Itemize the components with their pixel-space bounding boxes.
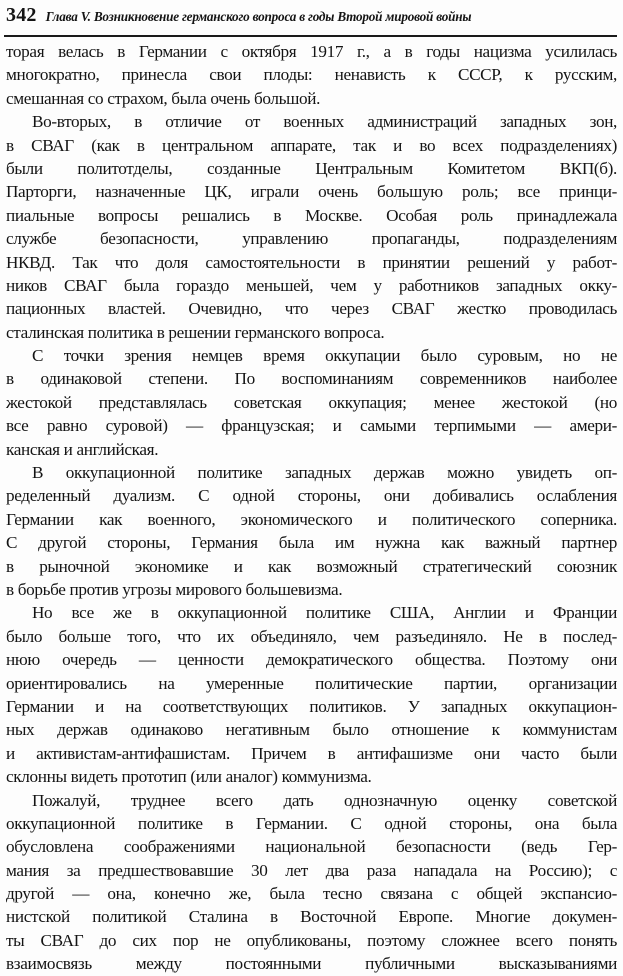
- text-line: все равно суровой) — французская; и самыми терпимыми — амери-: [6, 416, 617, 436]
- text-line: взаимосвязь между постоянными публичными высказываниями: [6, 954, 617, 974]
- text-line: пационных властей. Очевидно, что через СВАГ жестко проводилась: [6, 299, 617, 319]
- text-line: Германии как военного, экономического и политического соперника.: [6, 509, 617, 529]
- header-rule: [4, 35, 617, 37]
- text-line: мания за предшествовавшие 30 лет два раза нападала на Россию); с: [6, 860, 617, 880]
- text-line: сталинская политика в решении германского вопроса.: [6, 322, 385, 342]
- text-line: В оккупационной политике западных держав можно увидеть оп-: [32, 463, 617, 483]
- text-line: и активистам-антифашистам. Причем в антифашизме они часто были: [6, 743, 617, 763]
- text-line: в рыночной экономике и как возможный стратегический союзник: [6, 556, 617, 576]
- text-line: нюю очередь — ценности демократического общества. Поэтому они: [6, 650, 617, 670]
- text-line: С точки зрения немцев время оккупации было суровым, но не: [32, 346, 617, 366]
- text-line: склонны видеть прототип (или аналог) коммунизма.: [6, 767, 372, 787]
- text-line: другой — она, конечно же, была тесно связана с общей экспансио-: [6, 884, 617, 904]
- running-title: Глава V. Возникновение германского вопроса в годы Второй мировой войны: [45, 9, 472, 24]
- text-line: было больше того, что их объединяло, чем разъединяло. Не в послед-: [6, 626, 617, 646]
- text-line: торая велась в Германии с октября 1917 г., а в годы нацизма усилилась: [6, 42, 617, 61]
- text-line: Пожалуй, труднее всего дать однозначную оценку советской: [32, 790, 617, 810]
- text-line: ориентировались на умеренные политические партии, организации: [6, 673, 617, 693]
- page-header: [6, 4, 616, 34]
- text-line: в борьбе против угрозы мирового большевизма.: [6, 579, 343, 599]
- body-text: [6, 40, 617, 976]
- text-line: жестокой представлялась советская оккупация; менее жестокой (но: [6, 392, 617, 412]
- text-line: пиальные вопросы решались в Москве. Особая роль принадлежала: [6, 205, 617, 225]
- text-line: Парторги, назначенные ЦК, играли очень большую роль; все принци-: [6, 182, 617, 202]
- text-line: ных держав одинаково негативным было отношение к коммунистам: [6, 720, 617, 740]
- text-line: были политотделы, созданные Центральным Комитетом ВКП(б).: [6, 158, 617, 178]
- text-line: службе безопасности, управлению пропаганды, подразделениям: [6, 229, 617, 249]
- text-line: обусловлена соображениями национальной безопасности (ведь Гер-: [6, 837, 617, 857]
- text-line: Германии и на соответствующих политиков. У западных оккупацион-: [6, 696, 617, 716]
- text-line: ты СВАГ до сих пор не опубликованы, поэтому сложнее всего понять: [6, 930, 617, 950]
- text-line: Но все же в оккупационной политике США, Англии и Франции: [32, 603, 617, 623]
- text-line: ределенный дуализм. С одной стороны, они добивались ослабления: [6, 486, 617, 506]
- text-line: Во-вторых, в отличие от военных администраций западных зон,: [32, 112, 617, 132]
- text-line: в одинаковой степени. По воспоминаниям современников наиболее: [6, 369, 617, 389]
- text-line: С другой стороны, Германия была им нужна как важный партнер: [6, 533, 617, 553]
- text-line: нистской политикой Сталина в Восточной Европе. Многие докумен-: [6, 907, 617, 927]
- text-line: многократно, принесла свои плоды: ненависть к СССР, к русским,: [6, 65, 617, 85]
- text-line: смешанная со страхом, была очень большой.: [6, 88, 321, 108]
- text-line: канская и английская.: [6, 439, 159, 459]
- text-line: ников СВАГ была гораздо меньшей, чем у работников западных окку-: [6, 275, 617, 295]
- text-line: в СВАГ (как в центральном аппарате, так и во всех подразделениях): [6, 135, 617, 155]
- text-line: оккупационной политике в Германии. С одной стороны, она была: [6, 813, 617, 833]
- text-line: НКВД. Так что доля самостоятельности в принятии решений у работ-: [6, 252, 617, 272]
- page-number: 342: [6, 4, 37, 26]
